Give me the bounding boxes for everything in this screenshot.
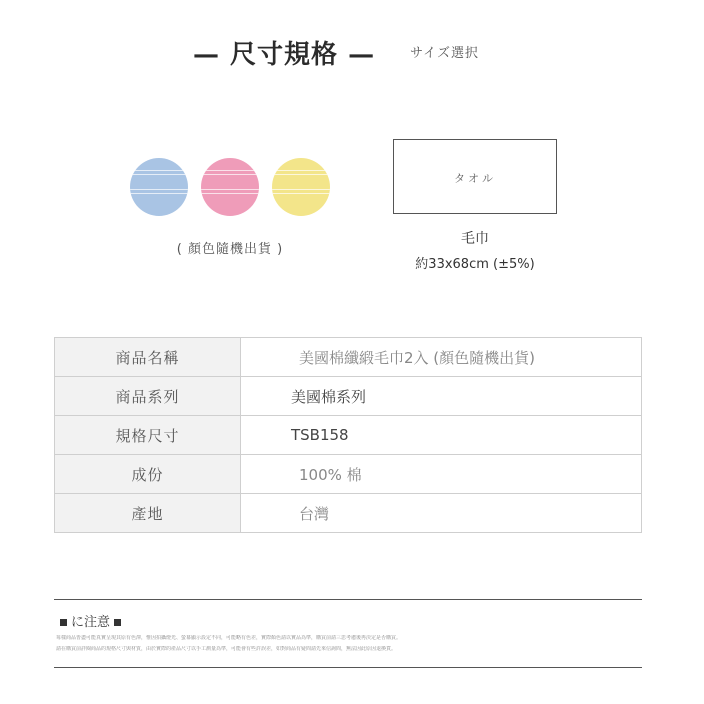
notice-line-2: 請在購買前詳閱商品的規格尺寸與材質，由於實際的產品尺寸以手工測量為準，可能會有些許誤差，如對商品有疑問請先來信詢問，無法因此原因退換貨。 (56, 646, 397, 652)
notice-divider-bottom (54, 667, 642, 668)
spec-key: 成份 (55, 455, 241, 494)
fabric-stripe (130, 174, 188, 175)
table-row (55, 455, 642, 494)
swatch-yellow (272, 158, 330, 216)
spec-key: 規格尺寸 (55, 416, 241, 455)
fabric-stripe (201, 193, 259, 194)
spec-key: 產地 (55, 494, 241, 533)
table-row (55, 338, 642, 377)
spec-key: 商品名稱 (55, 338, 241, 377)
spec-value: 台灣 (241, 494, 642, 533)
towel-diagram (393, 139, 557, 214)
notice-title-text: に注意 (71, 615, 111, 630)
fabric-stripe (201, 189, 259, 190)
table-row (55, 494, 642, 533)
page-title: — 尺寸規格 — (193, 40, 376, 70)
square-bullet-icon (114, 619, 121, 626)
fabric-stripe (201, 174, 259, 175)
towel-name: 毛巾 (461, 231, 489, 247)
spec-value: TSB158 (241, 416, 642, 455)
table-row (55, 377, 642, 416)
fabric-stripe (130, 170, 188, 171)
spec-value: 美國棉纖緞毛巾2入 (顏色隨機出貨) (241, 338, 642, 377)
towel-box-label: タオル (454, 172, 496, 185)
swatch-pink (201, 158, 259, 216)
spec-value: 100% 棉 (241, 455, 642, 494)
notice-line-1: 每樣商品皆盡可能真實呈現其原有色澤，惟因拍攝燈光、螢幕顯示設定不同，可能略有色差，實際顏色請以實品為準，購買前請三思考慮後再決定是否購買。 (56, 635, 402, 641)
square-bullet-icon (60, 619, 67, 626)
towel-size: 約33x68cm (±5%) (415, 257, 535, 272)
page-subtitle: サイズ選択 (410, 46, 479, 61)
fabric-stripe (272, 170, 330, 171)
fabric-stripe (272, 189, 330, 190)
spec-value: 美國棉系列 (241, 377, 642, 416)
table-row (55, 416, 642, 455)
fabric-stripe (201, 170, 259, 171)
spec-key: 商品系列 (55, 377, 241, 416)
swatch-blue (130, 158, 188, 216)
fabric-stripe (130, 193, 188, 194)
notice-title (56, 611, 125, 630)
fabric-stripe (130, 189, 188, 190)
section-header (0, 34, 704, 74)
spec-table (54, 337, 642, 533)
fabric-stripe (272, 193, 330, 194)
swatch-caption: ( 顏色隨機出貨 ) (176, 242, 284, 257)
notice-divider-top (54, 599, 642, 600)
color-swatches (130, 158, 340, 218)
fabric-stripe (272, 174, 330, 175)
